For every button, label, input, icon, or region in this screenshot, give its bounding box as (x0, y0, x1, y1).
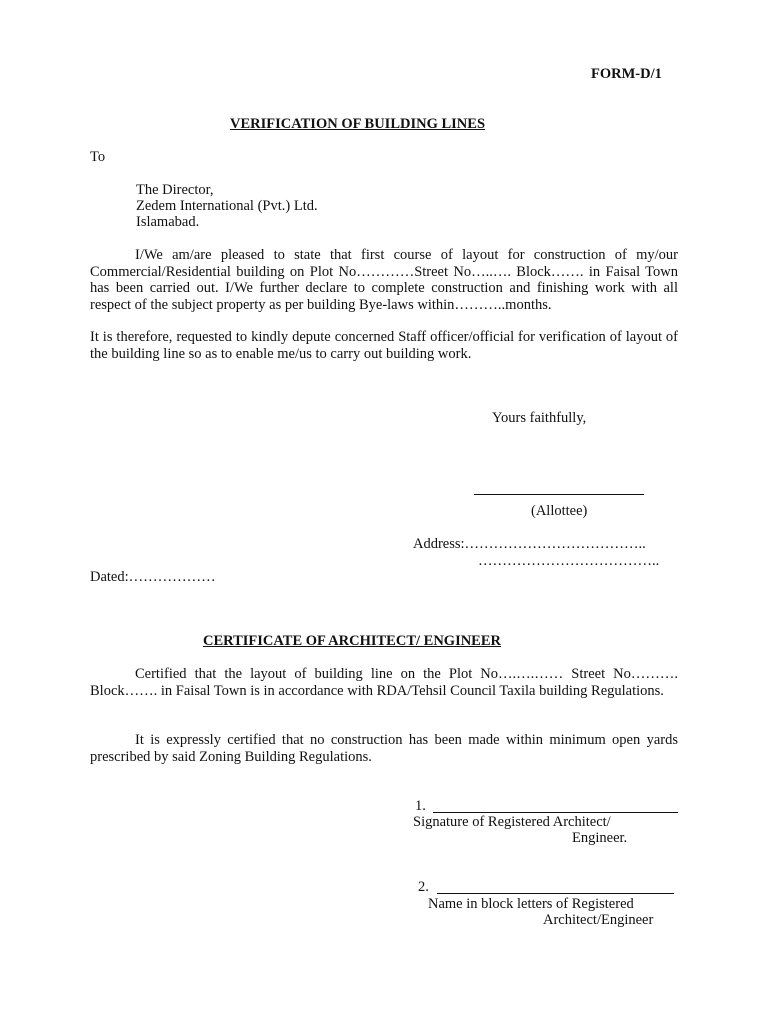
signature-1-number: 1. (415, 798, 426, 814)
form-code: FORM-D/1 (591, 66, 662, 82)
addressee-line-3: Islamabad. (136, 214, 200, 230)
signature-2-caption-2: Architect/Engineer (543, 912, 654, 928)
page-title: VERIFICATION OF BUILDING LINES (230, 116, 486, 132)
to-label: To (90, 149, 106, 165)
allottee-signature-line (474, 494, 644, 495)
request-paragraph (90, 247, 678, 313)
signature-1-line (433, 812, 678, 813)
depute-paragraph: It is therefore, requested to kindly depute concerned Staff officer/official for verification of layout of the building line so as to enable me/us to carry out building work. (90, 329, 678, 362)
address-continuation: ……………………………….. (478, 553, 660, 569)
addressee-line-2: Zedem International (Pvt.) Ltd. (136, 198, 318, 214)
addressee-line-1: The Director, (136, 182, 214, 198)
certificate-paragraph-1 (90, 666, 678, 699)
allottee-label: (Allottee) (531, 503, 588, 519)
dated-field: Dated:……………… (90, 569, 216, 585)
address-field: Address:……………………………….. (413, 536, 646, 552)
certificate-title: CERTIFICATE OF ARCHITECT/ ENGINEER (203, 633, 502, 649)
signature-2-line (437, 893, 674, 894)
request-paragraph-text: I/We am/are pleased to state that first course of layout for construction of my/our Commercial/Residential building on Plot No…………Street No…..…. Block……. in Faisal Town has been carried out. I/We further declare to complete construction and finishing work with all respect of the subject property as per building Bye-laws within………..months. (90, 247, 678, 313)
signature-1-caption-1: Signature of Registered Architect/ (413, 814, 611, 830)
certificate-paragraph-2-text: It is expressly certified that no construction has been made within minimum open yards prescribed by said Zoning Building Regulations. (90, 732, 678, 765)
closing-text: Yours faithfully, (492, 410, 587, 426)
signature-2-number: 2. (418, 879, 429, 895)
signature-2-caption-1: Name in block letters of Registered (428, 896, 634, 912)
signature-1-caption-2: Engineer. (572, 830, 628, 846)
certificate-paragraph-1-text: Certified that the layout of building line on the Plot No….….…… Street No………. Block……. in Faisal Town is in accordance with RDA/Tehsil Council Taxila building Regulations. (90, 666, 678, 699)
certificate-paragraph-2 (90, 732, 678, 765)
